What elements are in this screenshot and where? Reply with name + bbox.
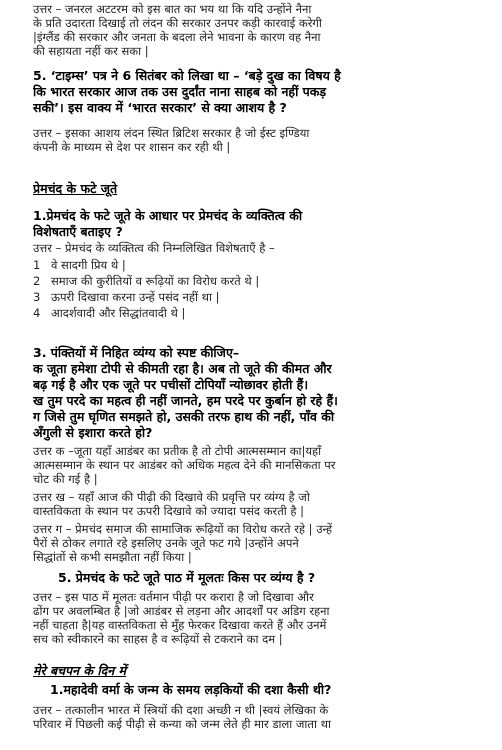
list-item: 3 ऊपरी दिखावा करना उन्हें पसंद नहीं था |	[33, 290, 220, 304]
question-line: क जूता हमेशा टोपी से कीमती रहा है। अब तो जूते की कीमत और	[33, 361, 332, 376]
answer-line: नहीं चाहता है|यह वास्तविकता से मुँह फेरकर दिखावा करते हैं और उनमें	[33, 618, 327, 632]
answer-line: उत्तर – इसका आशय लंदन स्थित ब्रिटिश सरकार है जो ईस्ट इण्डिया	[33, 126, 310, 140]
answer-line: ढोंग पर अवलम्बित है |जो आडंबर से लड़ना और आदर्शों पर अडिग रहना	[33, 604, 330, 618]
answer-line: कंपनी के माध्यम से देश पर शासन कर रही थी |	[33, 140, 231, 154]
answer-line: वास्तविकता के स्थान पर ऊपरी दिखावे को ज्यादा पसंद करती है |	[33, 504, 305, 518]
question-line: 3. पंक्तियों में निहित व्यंग्य को स्पष्ट कीजिए–	[33, 345, 240, 360]
question-line: सकी’। इस वाक्य में ‘भारत सरकार’ से क्या आशय है ?	[33, 100, 287, 115]
question-line: 5. प्रेमचंद के फटे जूते पाठ में मूलतः किस पर व्यंग्य है ?	[58, 570, 316, 585]
answer-line: उत्तर – तत्कालीन भारत में स्त्रियों की दशा अच्छी न थी |स्वयं लेखिका के	[33, 703, 329, 717]
answer-line: परिवार में पिछली कई पीढ़ी से कन्या को जन्म लेते ही मार डाला जाता था	[33, 717, 331, 731]
answer-line: |इंग्लैंड की सरकार और जनता के बदला लेने भावना के कारण वह नैना	[33, 30, 321, 44]
answer-line: चोट की गई है |	[33, 472, 98, 486]
question-line: 1.प्रेमचंद के फटे जूते के आधार पर प्रेमचंद के व्यक्तित्व की	[33, 208, 303, 223]
question-line: ग जिसे तुम घृणित समझते हो, उसकी तरफ हाथ की नहीं, पाँव की	[33, 409, 335, 424]
question-line: विशेषताएँ बताइए ?	[33, 224, 123, 239]
section-heading: मेरे बचपन के दिन में	[33, 663, 126, 678]
answer-line: उत्तर – जनरल अटटरम को इस बात का भय था कि यदि उन्होंने नैना	[33, 2, 312, 16]
answer-intro: उत्तर – प्रेमचंद के व्यक्तित्व की निम्नलिखित विशेषताएँ है –	[33, 241, 275, 255]
answer-line: उत्तर ग – प्रेमचंद समाज की सामाजिक रूढ़ियों का विरोध करते रहे | उन्हें	[33, 522, 333, 536]
question-line: बढ़ गई है और एक जूते पर पचीसों टोपियाँ न्योछावर होती हैं।	[33, 377, 309, 392]
question-line: कि भारत सरकार आज तक उस दुर्दांत नाना साहब को नहीं पकड़	[33, 84, 327, 99]
question-line: ख तुम परदे का महत्व ही नहीं जानते, हम परदे पर कुर्बान हो रहे हैं।	[33, 393, 338, 408]
answer-line: के प्रति उदारता दिखाई तो लंदन की सरकार उनपर कड़ी कारवाई करेगी	[33, 16, 322, 30]
question-line: अँगुली से इशारा करते हो?	[33, 425, 153, 440]
list-item: 4 आदर्शवादी और सिद्धांतवादी थे |	[33, 306, 186, 320]
answer-line: आत्मसम्मान के स्थान पर आडंबर को अधिक महत्व देने की मानसिकता पर	[33, 458, 336, 472]
answer-line: उत्तर ख – यहाँ आज की पीढ़ी की दिखावे की प्रवृत्ति पर व्यंग्य है जो	[33, 490, 310, 504]
list-item: 2 समाज की कुरीतियों व रूढ़ियों का विरोध करते थे |	[33, 274, 260, 288]
answer-line: उत्तर – इस पाठ में मूलतः वर्तमान पीढ़ी पर करारा है जो दिखावा और	[33, 590, 314, 604]
answer-line: उत्तर क –जूता यहाँ आडंबर का प्रतीक है तो टोपी आत्मसम्मान का|यहाँ	[33, 444, 322, 458]
question-line: 1.महादेवी वर्मा के जन्म के समय लड़कियों की दशा कैसी थी?	[50, 682, 332, 697]
answer-line: सिद्धांतों से कभी समझौता नहीं किया |	[33, 550, 192, 564]
question-line: 5. ‘टाइम्स’ पत्र ने 6 सितंबर को लिखा था – ‘बड़े दुख का विषय है	[33, 68, 341, 83]
answer-line: सच को स्वीकारने का साहस है व रूढ़ियों से टकराने का दम |	[33, 632, 283, 646]
section-heading: प्रेमचंद के फटे जूते	[33, 181, 118, 196]
answer-line: की सहायता नहीं कर सका |	[33, 44, 149, 58]
list-item: 1 वे सादगी प्रिय थे |	[33, 258, 126, 272]
answer-line: पैरों से ठोकर लगाते रहे इसलिए उनके जूते फट गये |उन्होंने अपने	[33, 536, 299, 550]
